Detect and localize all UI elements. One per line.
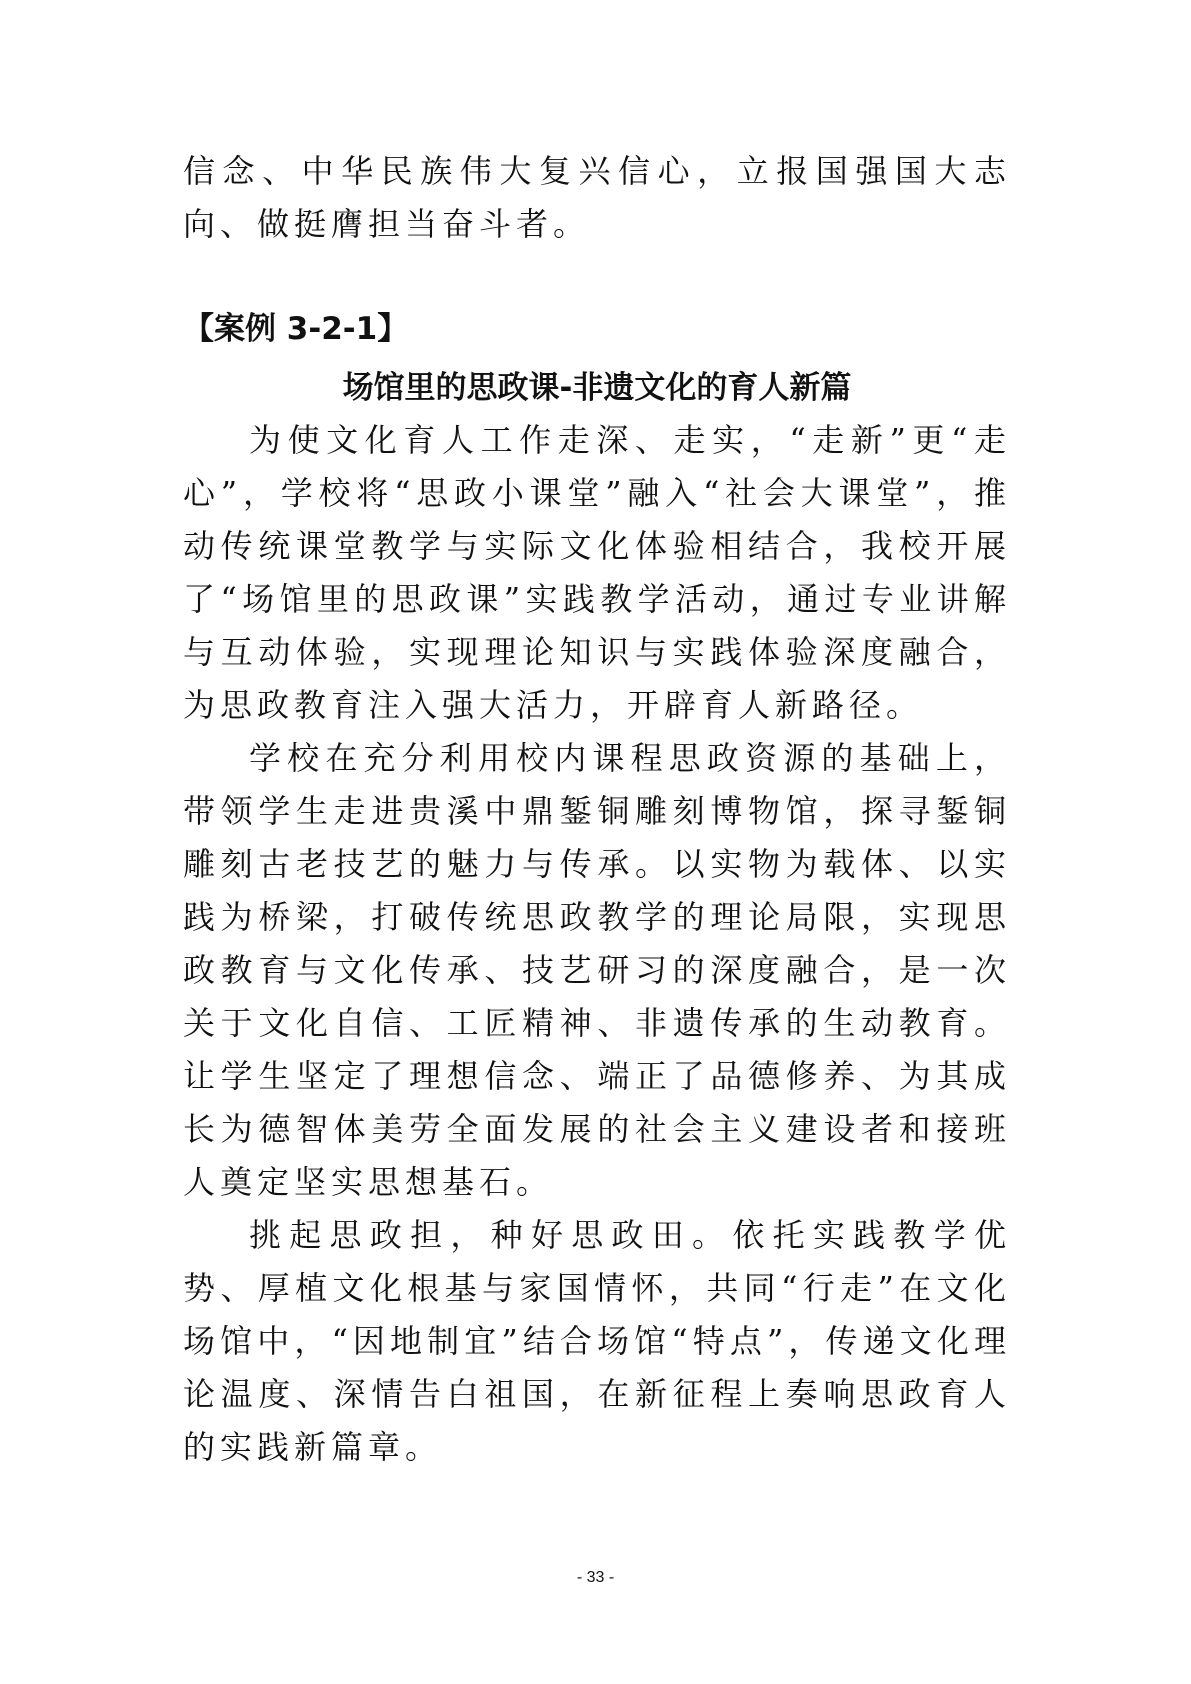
- case-label: 【案例 3-2-1】: [183, 311, 409, 347]
- body-paragraph-2: 学校在充分利用校内课程思政资源的基础上，带领学生走进贵溪中鼎錾铜雕刻博物馆，探寻錾铜雕刻古老技艺的魅力与传承。以实物为载体、以实践为桥梁，打破传统思政教学的理论局限，实现思政教育与文化传承、技艺研习的深度融合，是一次关于文化自信、工匠精神、非遗传承的生动教育。让学生坚定了理想信念、端正了品德修养、为其成长为德智体美劳全面发展的社会主义建设者和接班人奠定坚实思想基石。: [183, 739, 1011, 1201]
- body-paragraph-3: 挑起思政担，种好思政田。依托实践教学优势、厚植文化根基与家国情怀，共同“行走”在文化场馆中，“因地制宜”结合场馆“特点”，传递文化理论温度、深情告白祖国，在新征程上奏响思政育人的实践新篇章。: [183, 1216, 1011, 1466]
- page-number: - 33 -: [576, 1569, 615, 1586]
- continuation-paragraph: 信念、中华民族伟大复兴信心，立报国强国大志向、做挺膺担当奋斗者。: [183, 152, 1011, 243]
- case-title: 场馆里的思政课-非遗文化的育人新篇: [342, 370, 852, 406]
- body-paragraph-1: 为使文化育人工作走深、走实，“走新”更“走心”，学校将“思政小课堂”融入“社会大课堂”，推动传统课堂教学与实际文化体验相结合，我校开展了“场馆里的思政课”实践教学活动，通过专业讲解与互动体验，实现理论知识与实践体验深度融合，为思政教育注入强大活力，开辟育人新路径。: [183, 421, 1011, 724]
- case-body: [183, 414, 1011, 1474]
- continuation-block: [183, 145, 1011, 251]
